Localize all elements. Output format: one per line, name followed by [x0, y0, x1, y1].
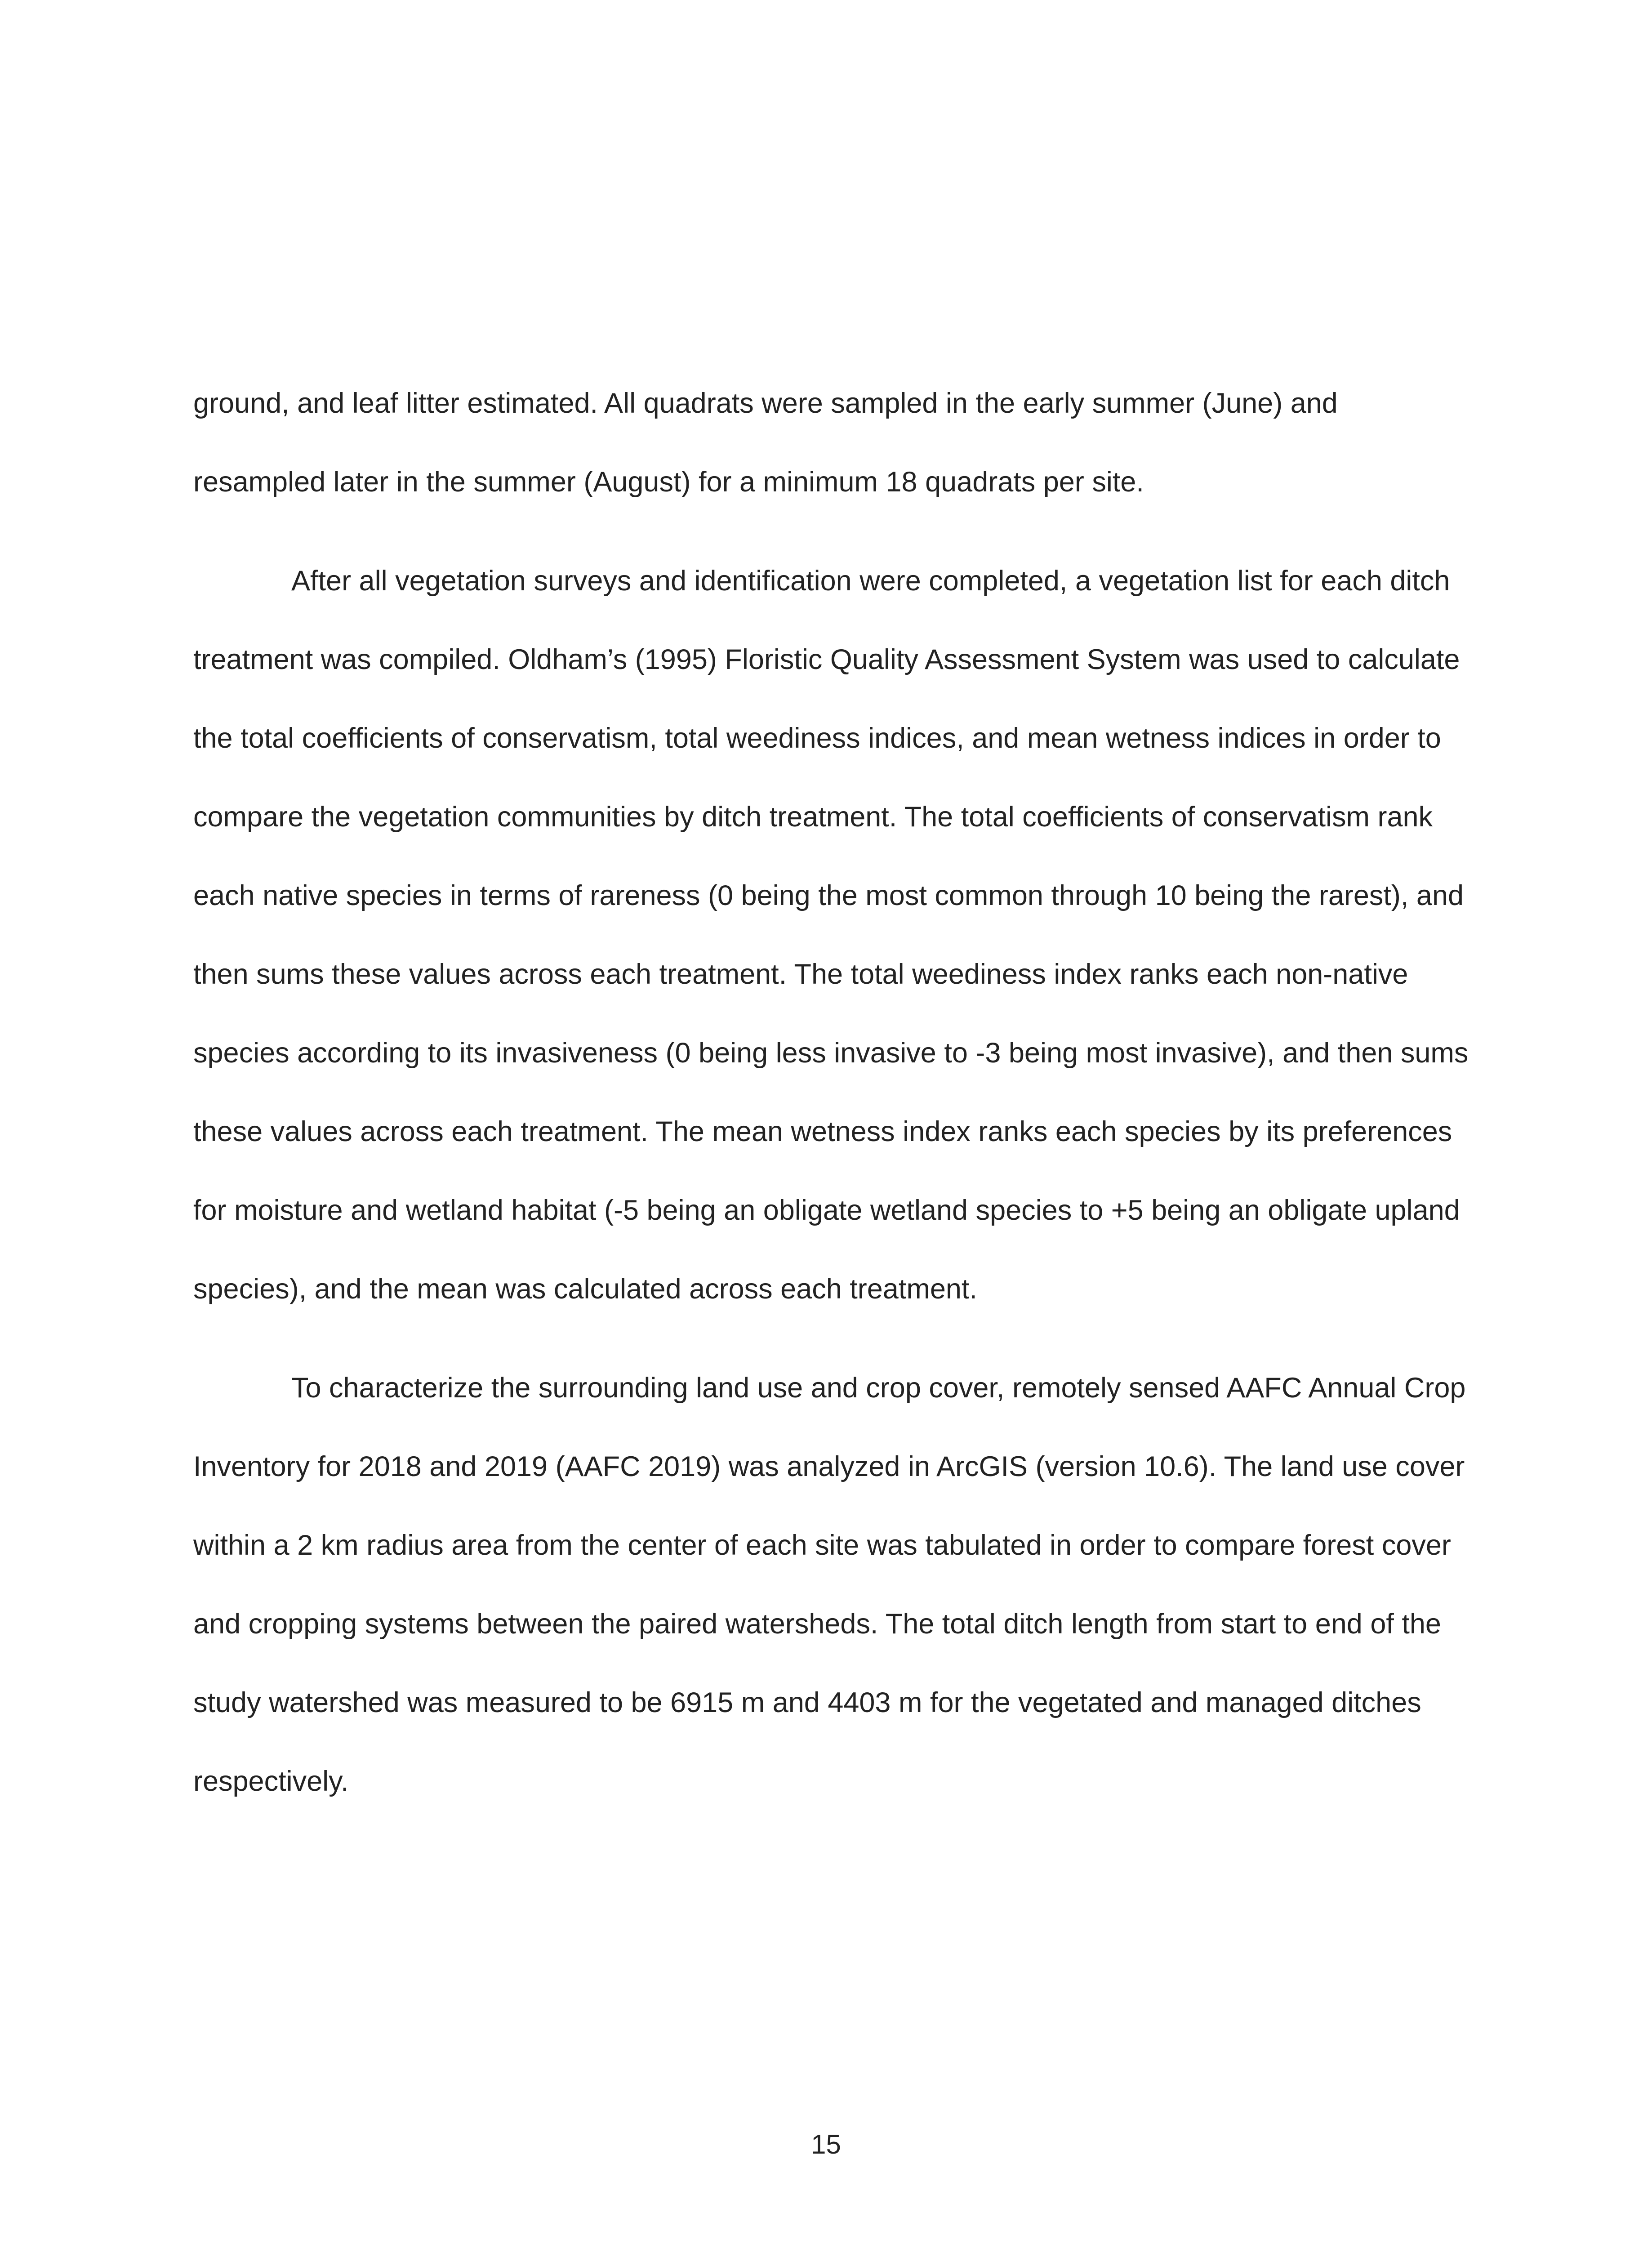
- page-number: 15: [811, 2129, 841, 2159]
- body-text: [193, 364, 1470, 1821]
- paragraph-continued: ground, and leaf litter estimated. All quadrats were sampled in the early summer (June) and resampled later in the summer (August) for a minimum 18 quadrats per site.: [193, 388, 1338, 498]
- paragraph-land-use: To characterize the surrounding land use and crop cover, remotely sensed AAFC Annual Crop Inventory for 2018 and 2019 (AAFC 2019) was analyzed in ArcGIS (version 10.6). The land use cover within a 2 km radius area from the center of each site was tabulated in order to compare forest cover and cropping systems between the paired watersheds. The total ditch length from start to end of the study watershed was measured to be 6915 m and 4403 m for the vegetated and managed ditches respectively.: [193, 1372, 1466, 1797]
- paragraph-vegetation-analysis: After all vegetation surveys and identification were completed, a vegetation list for each ditch treatment was compiled. Oldham’s (1995) Floristic Quality Assessment System was used to calculate the total coefficients of conservatism, total weediness indices, and mean wetness indices in order to compare the vegetation communities by ditch treatment. The total coefficients of conservatism rank each native species in terms of rareness (0 being the most common through 10 being the rarest), and then sums these values across each treatment. The total weediness index ranks each non-native species according to its invasiveness (0 being less invasive to -3 being most invasive), and then sums these values across each treatment. The mean wetness index ranks each species by its preferences for moisture and wetland habitat (-5 being an obligate wetland species to +5 being an obligate upland species), and the mean was calculated across each treatment.: [193, 565, 1469, 1305]
